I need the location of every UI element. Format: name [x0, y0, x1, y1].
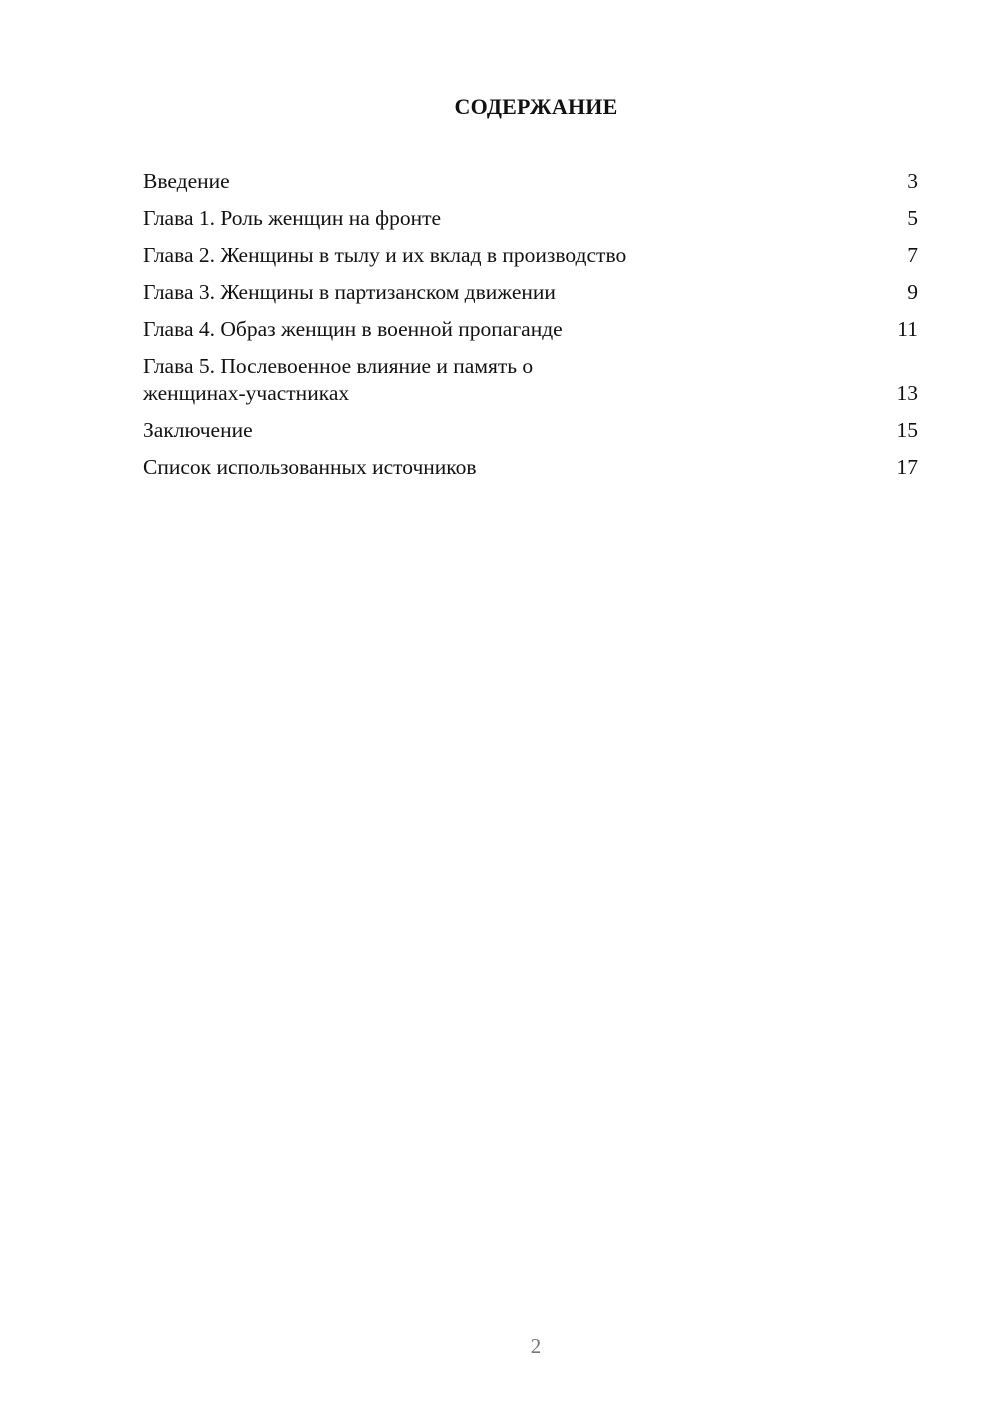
toc-entry-chapter-5[interactable] [143, 353, 918, 407]
toc-entry-label: Список использованных источников [143, 455, 477, 479]
toc-entry-chapter-2[interactable] [143, 242, 918, 269]
toc-entry-page: 3 [907, 169, 918, 193]
toc-entry-label: Глава 1. Роль женщин на фронте [143, 206, 442, 230]
toc-entry-page: 15 [896, 418, 918, 442]
toc-entry-page: 9 [907, 280, 918, 304]
table-of-contents [143, 168, 918, 491]
toc-entry-page: 5 [907, 206, 918, 230]
toc-entry-conclusion[interactable] [143, 417, 918, 444]
toc-entry-label: Глава 4. Образ женщин в военной пропаганде [143, 317, 563, 341]
toc-entry-label: Заключение [143, 418, 253, 442]
toc-entry-page: 17 [896, 455, 918, 479]
toc-entry-references[interactable] [143, 454, 918, 481]
toc-entry-page: 7 [907, 243, 918, 267]
toc-entry-chapter-4[interactable] [143, 316, 918, 343]
toc-entry-label: Введение [143, 169, 230, 193]
page-number: 2 [530, 1334, 542, 1358]
page-title: СОДЕРЖАНИЕ [454, 94, 618, 119]
toc-entry-introduction[interactable] [143, 168, 918, 195]
toc-entry-page: 11 [897, 317, 918, 341]
toc-entry-label: Глава 2. Женщины в тылу и их вклад в производство [143, 243, 627, 267]
toc-entry-label: Глава 3. Женщины в партизанском движении [143, 280, 556, 304]
toc-entry-chapter-1[interactable] [143, 205, 918, 232]
toc-entry-label: Глава 5. Послевоенное влияние и память о женщинах-участниках [143, 354, 534, 405]
toc-entry-chapter-3[interactable] [143, 279, 918, 306]
toc-entry-page: 13 [896, 381, 918, 405]
